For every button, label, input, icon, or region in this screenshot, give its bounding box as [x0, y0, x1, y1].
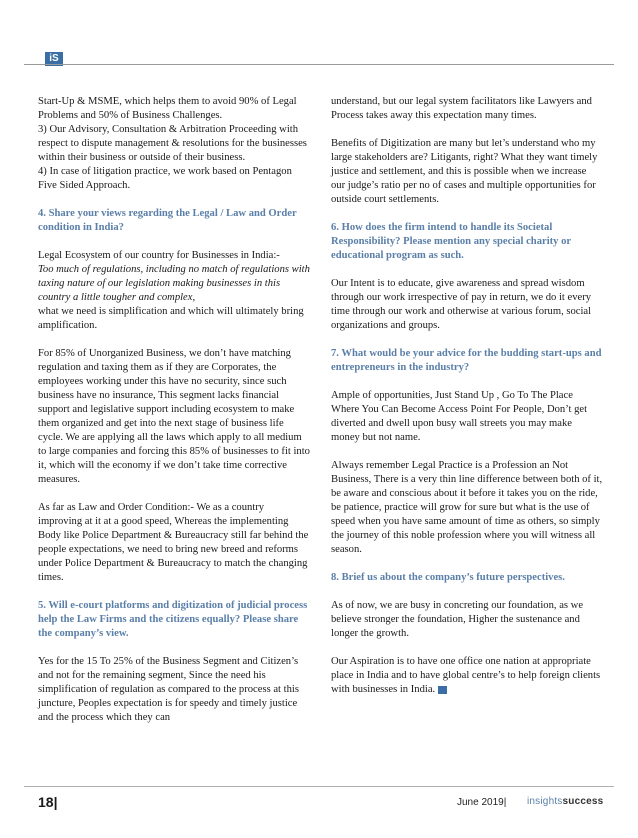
page-number: 18|	[38, 794, 58, 810]
paragraph: As far as Law and Order Condition:- We as a country improving at it at a good speed, Whereas the implementing Body like Police Department & Bureaucracy still far behind the people expectations, we need to bring new breed and reforms under Police Department & Bureaucracy to match the changing times.	[38, 502, 309, 583]
paragraph: As of now, we are busy in concreting our foundation, as we believe stronger the foundation, Higher the sustenance and longer the growth.	[331, 600, 584, 639]
logo-badge: iS	[45, 52, 63, 66]
paragraph: Start-Up & MSME, which helps them to avoid 90% of Legal Problems and 50% of Business Challenges.	[38, 96, 297, 121]
text: what we need is simplification and which will ultimately bring amplification.	[38, 306, 304, 331]
brand-logo	[527, 796, 603, 807]
brand-main: success	[562, 796, 604, 807]
paragraph: Always remember Legal Practice is a Profession an Not Business, There is a very thin line difference between both of it, be aware and conscious about it before it takes you on the ride, be patience, practice will grow for sure but what is the use of speed when you have same amount of time as others, so simply the journey of this noble profession where you will witness all season.	[331, 460, 603, 555]
question-heading: 4. Share your views regarding the Legal / Law and Order condition in India?	[38, 208, 297, 233]
question-heading: 7. What would be your advice for the budding start-ups and entrepreneurs in the industry?	[331, 348, 602, 373]
footer-divider	[24, 786, 614, 787]
paragraph: 3) Our Advisory, Consultation & Arbitration Proceeding with respect to dispute management & resolutions for the businesses within their business or outside of their business.	[38, 124, 307, 163]
brand-prefix: insights	[527, 796, 563, 807]
paragraph: 4) In case of litigation practice, we work based on Pentagon Five Sided Approach.	[38, 166, 292, 191]
paragraph: Our Intent is to educate, give awareness and spread wisdom through our work irrespective of pay in return, we do it every time through our work and otherwise at various forum, social organizations and groups.	[331, 278, 592, 331]
left-column	[38, 95, 310, 739]
paragraph: Ample of opportunities, Just Stand Up , Go To The Place Where You Can Become Access Point For People, Don’t get diverted and dwell upon busy wall streets you may make money but not name.	[331, 390, 588, 443]
question-heading: 8. Brief us about the company’s future perspectives.	[331, 572, 565, 583]
paragraph	[38, 249, 310, 333]
paragraph: understand, but our legal system facilitators like Lawyers and Process takes away this expectation many times.	[331, 96, 592, 121]
text: Our Aspiration is to have one office one nation at appropriate place in India and to have global centre’s to help foreign clients with businesses in India.	[331, 656, 601, 695]
text: Legal Ecosystem of our country for Businesses in India:-	[38, 250, 280, 261]
question-heading: 5. Will e-court platforms and digitization of judicial process help the Law Firms and the citizens equally? Please share the company’s view.	[38, 600, 308, 639]
paragraph: Benefits of Digitization are many but let’s understand who my large stakeholders are? Litigants, right? What they want timely justice and settlement, and this is possible when we increase our judge’s ratio per no of cases and multiple opportunities for outside court settlements.	[331, 138, 598, 205]
header-divider	[24, 64, 614, 65]
end-mark-icon	[438, 686, 447, 694]
paragraph	[331, 655, 603, 697]
right-column	[331, 95, 603, 711]
italic-text: Too much of regulations, including no match of regulations with taxing nature of our legislation making businesses in this country a little tougher and complex,	[38, 264, 310, 303]
paragraph: For 85% of Unorganized Business, we don’t have matching regulation and taxing them as if they are Corporates, the employees working under this have no security, since such business have no insurance, This segment lacks financial support and legislative support including ecosystem to make them organized and get into the next stage of business life cycle. We are applying all the laws which apply to all medium to large companies and forcing this 85% of businesses to fit into it, which will the economy if we don’t take time corrective measures.	[38, 348, 310, 485]
issue-date: June 2019|	[457, 797, 507, 808]
paragraph: Yes for the 15 To 25% of the Business Segment and Citizen’s and not for the remaining segment, Since the need his simplification of regulation as compared to the process at this juncture, Peoples expectation is for speedy and timely justice and the process which they can	[38, 656, 299, 723]
question-heading: 6. How does the firm intend to handle its Societal Responsibility? Please mention any special charity or educational program as such.	[331, 222, 571, 261]
